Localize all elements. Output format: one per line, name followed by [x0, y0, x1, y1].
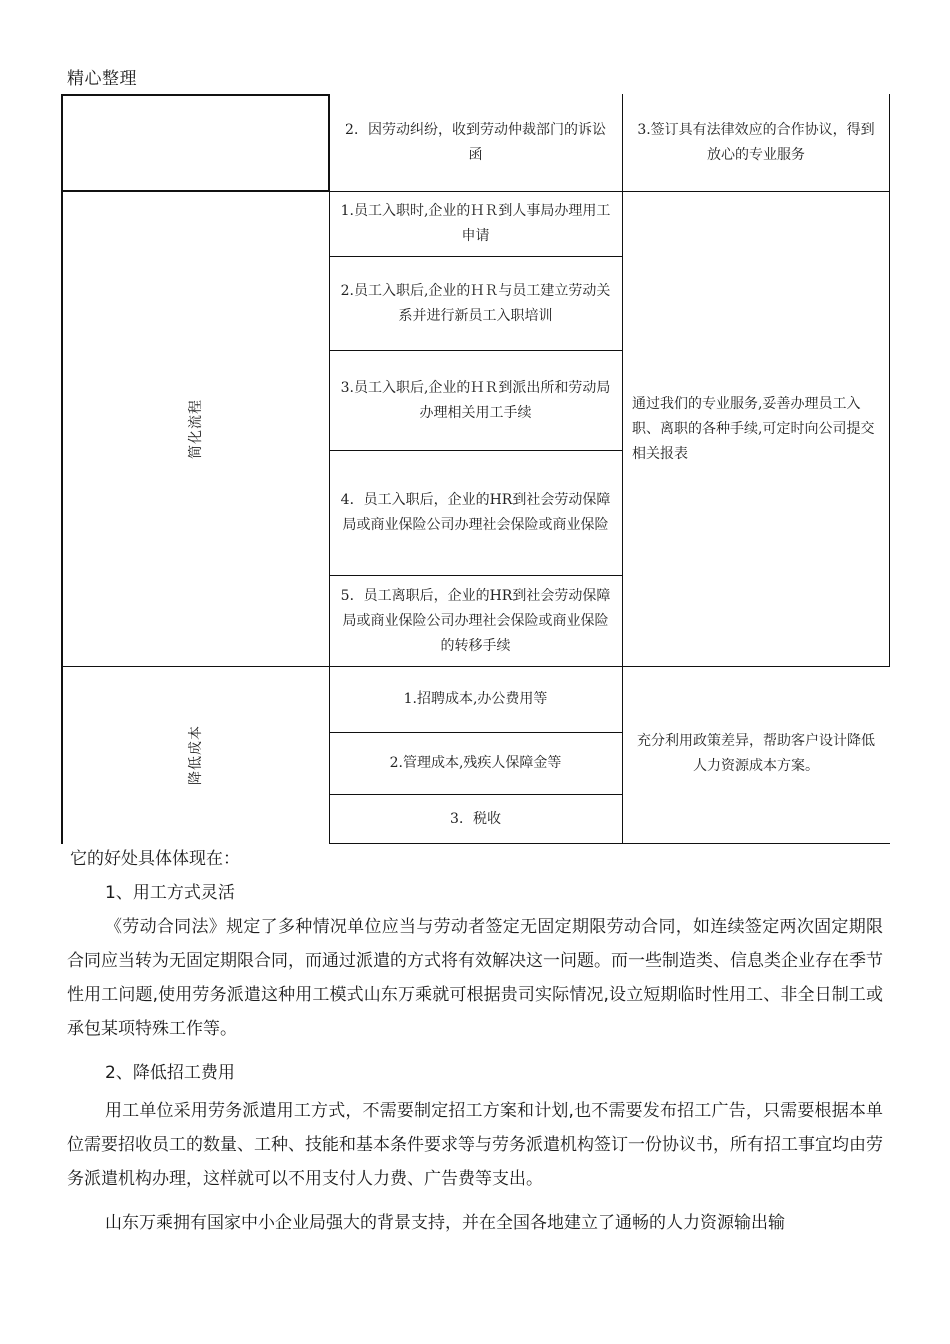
simplify-benefit: 通过我们的专业服务,妥善办理员工入职、离职的各种手续,可定时向公司提交相关报表: [632, 395, 875, 462]
table-left-border: [61, 94, 63, 844]
service-table: [61, 94, 890, 844]
heading-reduce-recruiting-cost: 2、降低招工费用: [105, 1063, 235, 1083]
paragraph-company-background: 山东万乘拥有国家中小企业局强大的背景支持，并在全国各地建立了通畅的人力资源输出输: [105, 1213, 785, 1233]
top-left-box-bottom: [61, 190, 329, 192]
benefits-intro: 它的好处具体体现在：: [70, 849, 240, 869]
top-left-box-top: [61, 94, 329, 96]
simplify-section-label: 简化流程: [188, 399, 204, 459]
heading-flexible-employment: 1、用工方式灵活: [105, 883, 235, 903]
page-header-label: 精心整理: [67, 69, 137, 89]
paragraph-flexible-employment: 《劳动合同法》规定了多种情况单位应当与劳动者签定无固定期限劳动合同，如连续签定两次固定期限合同应当转为无固定期限合同，而通过派遣的方式将有效解决这一问题。而一些制造类、信息类企业存在季节性用工问题,使用劳务派遣这种用工模式山东万乘就可根据贵司实际情况,设立短期临时性用工、非全日制工或承包某项特殊工作等。: [67, 917, 883, 1039]
simplify-step-3: 3.员工入职后,企业的ＨＲ到派出所和劳动局办理相关用工手续: [340, 379, 611, 421]
simplify-step-4: 4．员工入职后，企业的HR到社会劳动保障局或商业保险公司办理社会保险或商业保险: [340, 492, 611, 533]
cost-item-3: 3．税收: [450, 810, 501, 827]
cost-item-1: 1.招聘成本,办公费用等: [403, 691, 548, 707]
top-right-cell: 3.签订具有法律效应的合作协议，得到放心的专业服务: [637, 122, 875, 163]
simplify-step-5: 5．员工离职后，企业的HR到社会劳动保障局或商业保险公司办理社会保险或商业保险的转移手续: [340, 587, 611, 654]
cost-section-label: 降低成本: [188, 725, 204, 785]
paragraph-reduce-recruiting-cost: 用工单位采用劳务派遣用工方式，不需要制定招工方案和计划,也不需要发布招工广告，只需要根据本单位需要招收员工的数量、工种、技能和基本条件要求等与劳务派遣机构签订一份协议书，所有招工事宜均由劳务派遣机构办理，这样就可以不用支付人力费、广告费等支出。: [67, 1101, 883, 1189]
top-mid-cell: 2．因劳动纠纷，收到劳动仲裁部门的诉讼函: [345, 122, 606, 163]
simplify-step-1: 1.员工入职时,企业的ＨＲ到人事局办理用工申请: [340, 203, 611, 244]
cost-item-2: 2.管理成本,残疾人保障金等: [389, 755, 562, 771]
cost-benefit: 充分利用政策差异，帮助客户设计降低人力资源成本方案。: [637, 733, 875, 774]
simplify-step-2: 2.员工入职后,企业的ＨＲ与员工建立劳动关系并进行新员工入职培训: [340, 282, 611, 324]
